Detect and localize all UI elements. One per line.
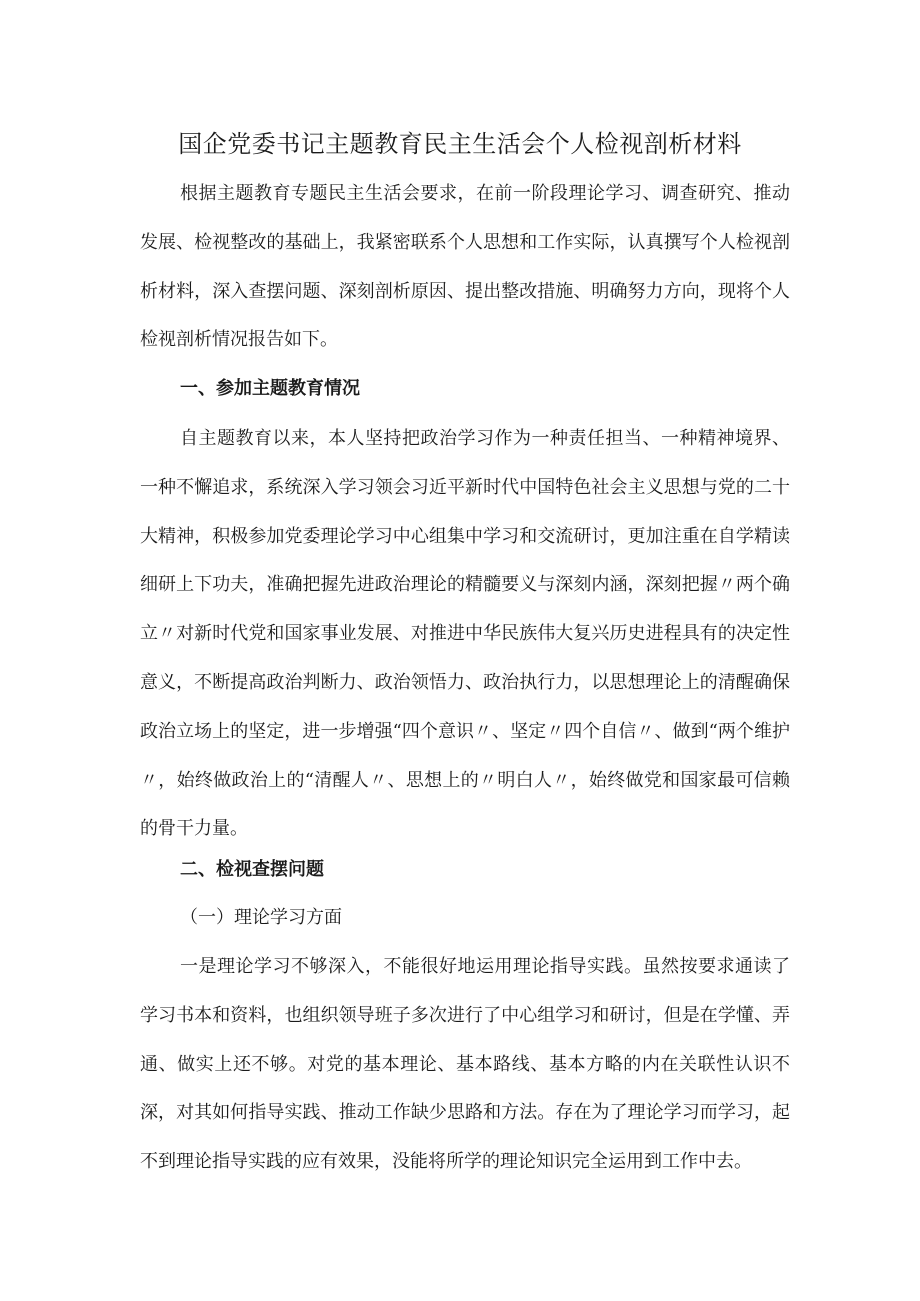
section-2-subheading: （一）理论学习方面 [180,907,342,928]
section-2-paragraph: 一是理论学习不够深入，不能很好地运用理论指导实践。虽然按要求通读了学习书本和资料，也组织领导班子多次进行了中心组学习和研讨，但是在学懂、弄通、做实上还不够。对党的基本理论、基本路线、基本方略的内在关联性认识不深，对其如何指导实践、推动工作缺少思路和方法。存在为了理论学习而学习，起不到理论指导实践的应有效果，没能将所学的理论知识完全运用到工作中去。 [140,956,790,1173]
section-1-paragraph: 自主题教育以来，本人坚持把政治学习作为一种责任担当、一种精神境界、一种不懈追求，系统深入学习领会习近平新时代中国特色社会主义思想与党的二十大精神，积极参加党委理论学习中心组集中学习和交流研讨，更加注重在自学精读细研上下功夫，准确把握先进政治理论的精髓要义与深刻内涵，深刻把握〃两个确立〃对新时代党和国家事业发展、对推进中华民族伟大复兴历史进程具有的决定性意义，不断提高政治判断力、政治领悟力、政治执行力，以思想理论上的清醒确保政治立场上的坚定，进一步增强“四个意识〃、坚定〃四个自信〃、做到“两个维护〃，始终做政治上的“清醒人〃、思想上的〃明白人〃，始终做党和国家最可信赖的骨干力量。 [140,428,790,840]
section-1-heading: 一、参加主题教育情况 [180,378,360,399]
intro-paragraph: 根据主题教育专题民主生活会要求，在前一阶段理论学习、调查研究、推动发展、检视整改的基础上，我紧密联系个人思想和工作实际，认真撰写个人检视剖析材料，深入查摆问题、深刻剖析原因、提出整改措施、明确努力方向，现将个人检视剖析情况报告如下。 [140,183,790,351]
section-2-heading: 二、检视查摆问题 [180,859,324,880]
document-title: 国企党委书记主题教育民主生活会个人检视剖析材料 [178,130,742,158]
